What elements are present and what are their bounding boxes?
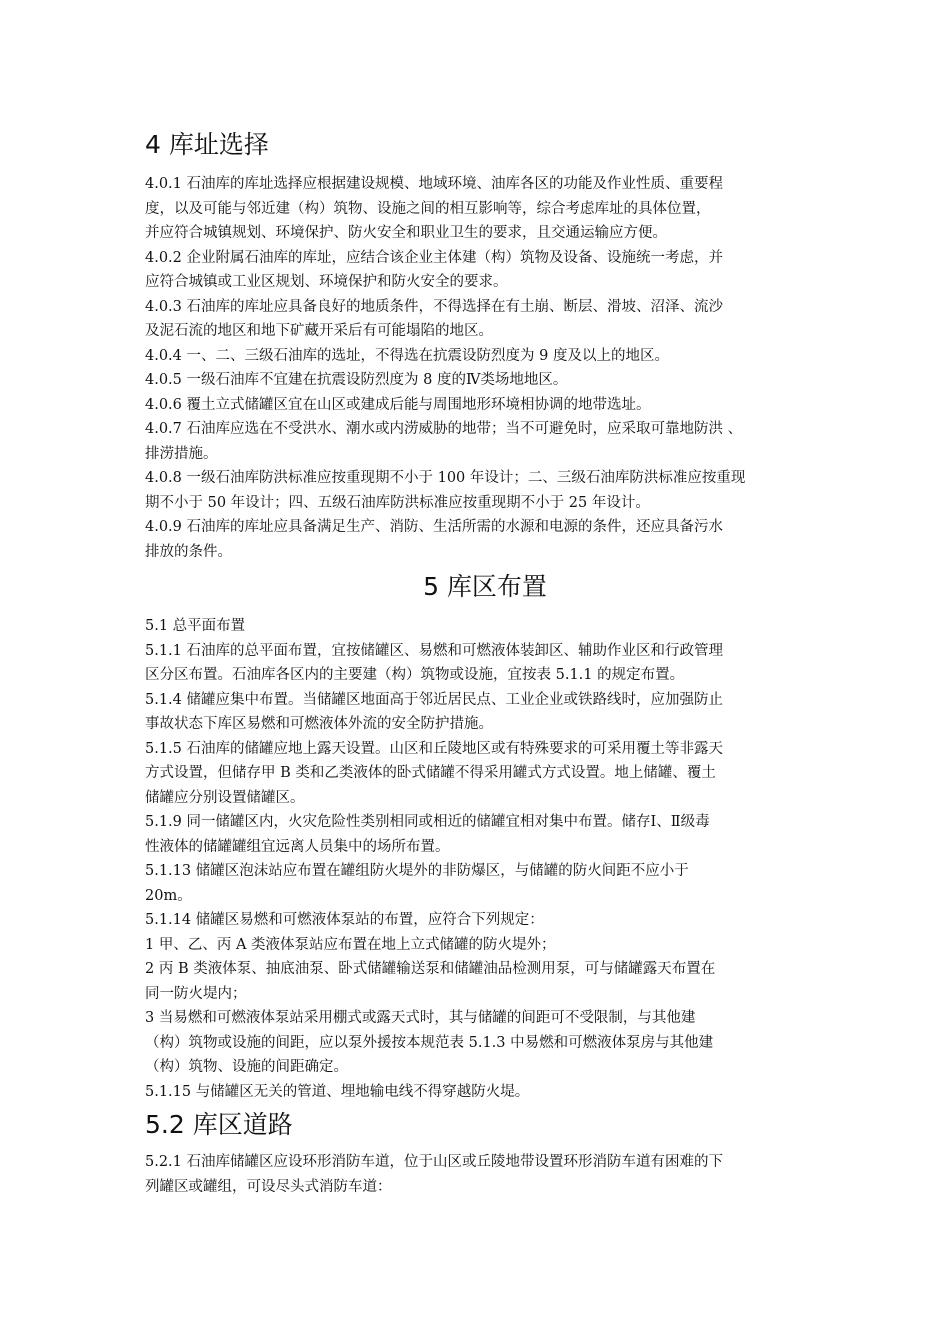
clause-4-0-4: 4.0.4 一、二、三级石油库的选址，不得选在抗震设防烈度为 9 度及以上的地区。 — [145, 347, 669, 364]
section-5-2-title: 5.2 库区道路 — [145, 1110, 293, 1139]
document-page — [145, 128, 825, 1199]
section-5-body — [145, 614, 825, 1104]
clause-5-1-9: 5.1.9 同一储罐区内，火灾危险性类别相同或相近的储罐宜相对集中布置。储存Ⅰ、Ⅱ级毒 性液体的储罐罐组宜远离人员集中的场所布置。 — [145, 814, 710, 855]
clause-4-0-2: 4.0.2 企业附属石油库的库址，应结合该企业主体建（构）筑物及设备、设施统一考虑，并 应符合城镇或工业区规划、环境保护和防火安全的要求。 — [145, 249, 723, 290]
section-4-title: 4 库址选择 — [145, 130, 269, 159]
clause-5-1-15: 5.1.15 与储罐区无关的管道、埋地输电线不得穿越防火堤。 — [145, 1083, 530, 1100]
clause-5-1-14-item-3: 3 当易燃和可燃液体泵站采用棚式或露天式时，其与储罐的间距可不受限制，与其他建 （构）筑物或设施的间距，应以泵外援按本规范表 5.1.3 中易燃和可燃液体泵房与其他建 （构）筑物、设施的间距确定。 — [145, 1010, 714, 1075]
clause-4-0-6: 4.0.6 覆土立式储罐区宜在山区或建成后能与周围地形环境相协调的地带选址。 — [145, 396, 651, 413]
clause-5-1-5: 5.1.5 石油库的储罐应地上露天设置。山区和丘陵地区或有特殊要求的可采用覆土等非露天 方式设置，但储存甲 B 类和乙类液体的卧式储罐不得采用罐式方式设置。地上储罐、覆土 储罐应分别设置储罐区。 — [145, 740, 723, 806]
clause-4-0-5: 4.0.5 一级石油库不宜建在抗震设防烈度为 8 度的Ⅳ类场地地区。 — [145, 372, 568, 388]
clause-4-0-7: 4.0.7 石油库应选在不受洪水、潮水或内涝威胁的地带；当不可避免时，应采取可靠地防洪 、 排涝措施。 — [145, 421, 743, 462]
clause-4-0-9: 4.0.9 石油库的库址应具备满足生产、消防、生活所需的水源和电源的条件，还应具备污水 排放的条件。 — [145, 519, 723, 560]
clause-4-0-3: 4.0.3 石油库的库址应具备良好的地质条件，不得选择在有土崩、断层、滑坡、沼泽、流沙 及泥石流的地区和地下矿藏开采后有可能塌陷的地区。 — [145, 298, 723, 339]
section-4-body — [145, 172, 825, 564]
section-5-title: 5 库区布置 — [423, 572, 547, 601]
clause-5-1-1: 5.1.1 石油库的总平面布置，宜按储罐区、易燃和可燃液体装卸区、辅助作业区和行政管理 区分区布置。石油库各区内的主要建（构）筑物或设施，宜按表 5.1.1 的规定布置。 — [145, 642, 723, 683]
clause-5-1: 5.1 总平面布置 — [145, 618, 246, 634]
clause-5-1-13: 5.1.13 储罐区泡沫站应布置在罐组防火堤外的非防爆区，与储罐的防火间距不应小于 20m。 — [145, 863, 689, 904]
clause-5-2-1: 5.2.1 石油库储罐区应设环形消防车道，位于山区或丘陵地带设置环形消防车道有困难的下 列罐区或罐组，可设尽头式消防车道： — [145, 1154, 723, 1195]
clause-5-1-14: 5.1.14 储罐区易燃和可燃液体泵站的布置，应符合下列规定： — [145, 912, 544, 928]
clause-4-0-8: 4.0.8 一级石油库防洪标准应按重现期不小于 100 年设计；二、三级石油库防洪标准应按重现 期不小于 50 年设计；四、五级石油库防洪标准应按重现期不小于 25 年设计。 — [145, 470, 746, 511]
clause-5-1-14-item-2: 2 丙 B 类液体泵、抽底油泵、卧式储罐输送泵和储罐油品检测用泵，可与储罐露天布置在 同一防火堤内； — [145, 961, 716, 1002]
clause-5-1-4: 5.1.4 储罐应集中布置。当储罐区地面高于邻近居民点、工业企业或铁路线时，应加强防止 事故状态下库区易燃和可燃液体外流的安全防护措施。 — [145, 691, 723, 732]
section-5-2-body — [145, 1150, 825, 1199]
clause-5-1-14-item-1: 1 甲、乙、丙 A 类液体泵站应布置在地上立式储罐的防火堤外； — [145, 936, 556, 953]
clause-4-0-1: 4.0.1 石油库的库址选择应根据建设规模、地域环境、油库各区的功能及作业性质、重要程 度，以及可能与邻近建（构）筑物、设施之间的相互影响等，综合考虑库址的具体位置， 并应符合城镇规划、环境保护、防火安全和职业卫生的要求，且交通运输应方便。 — [145, 176, 723, 241]
